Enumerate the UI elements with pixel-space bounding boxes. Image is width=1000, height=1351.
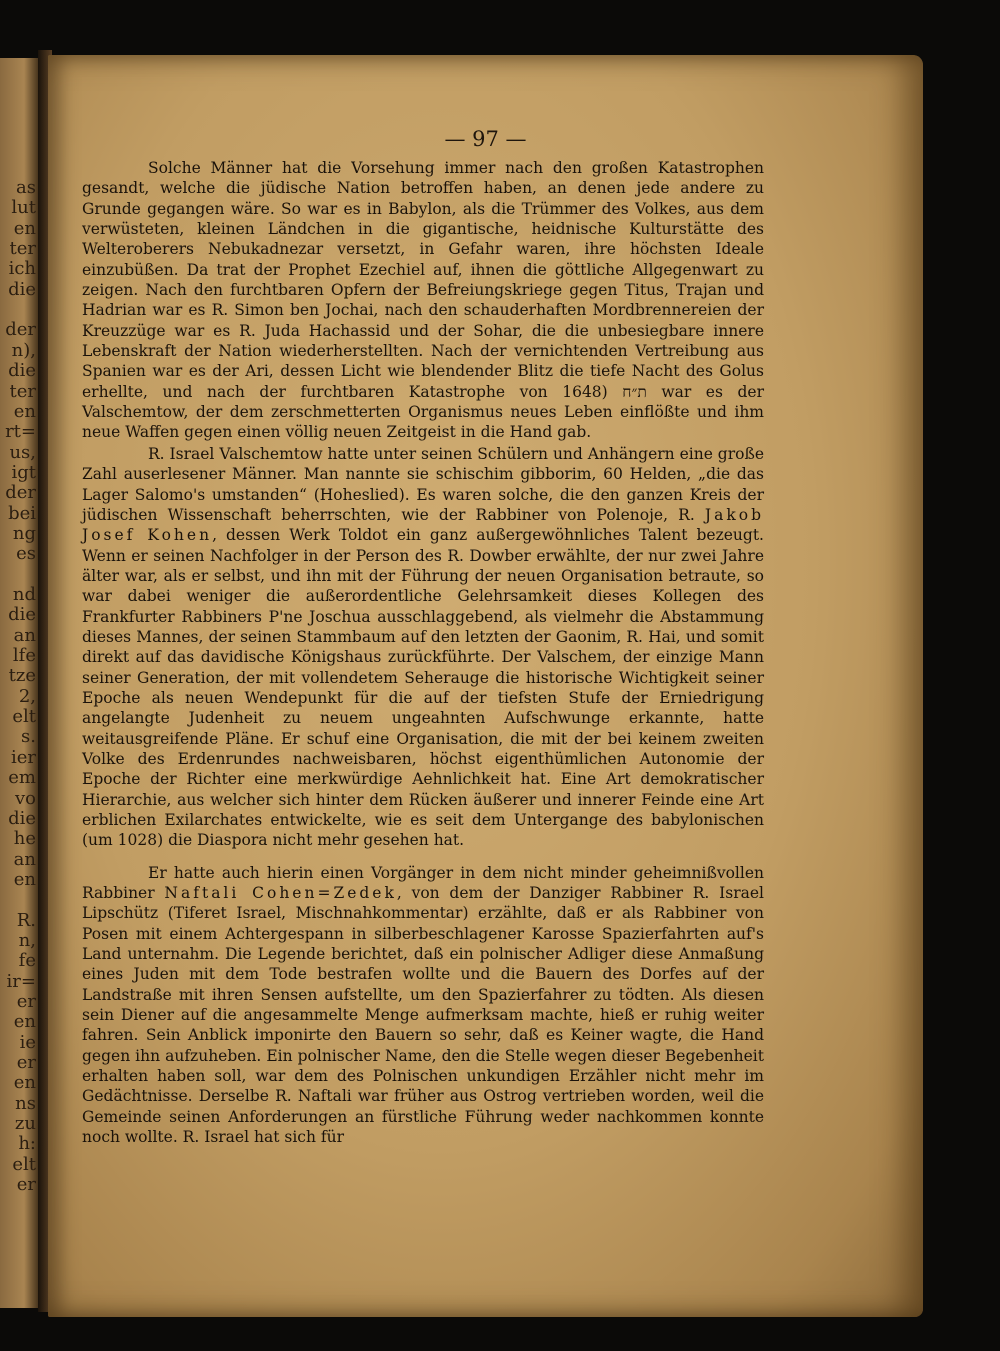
facing-page-fragment: der (5, 482, 36, 504)
facing-page-fragment: rt= (5, 421, 36, 443)
paragraph-2 (82, 444, 764, 851)
facing-page-fragment: as (16, 177, 36, 198)
facing-page-fragment: nd (12, 584, 36, 605)
facing-page-fragment: der (5, 319, 36, 341)
facing-page-fragment: s. (21, 726, 36, 748)
facing-page-fragment: tze (8, 665, 36, 687)
facing-page-fragment: ns (15, 1092, 36, 1114)
facing-page-fragment: die (8, 278, 36, 300)
paragraph-2-text-a: R. Israel Valschemtow hatte unter seinen Schülern und Anhängern eine große Zahl auserlesener Männer. Man nannte sie schischim gibborim, 60 Helden, „die das Lager Salomo's umstanden“ (Hoheslied). Es waren solche, die den ganzen Kreis der jüdischen Wissenschaft beherrschten, wie der Rabbiner von Polenoje, R. (82, 444, 764, 524)
spaced-name-naftali-cohen-zedek: Naftali Cohen=Zedek (164, 884, 397, 903)
facing-page-fragment: h: (18, 1133, 36, 1155)
page-number: — 97 — (444, 127, 527, 151)
facing-page-fragment: en (13, 217, 36, 239)
facing-page-fragment: bei (8, 502, 36, 524)
facing-page-fragment: 2, (18, 685, 36, 707)
facing-page-fragment: n, (18, 929, 36, 951)
facing-page-fragment: elt (12, 1153, 36, 1175)
facing-page-fragment: elt (12, 706, 36, 728)
facing-page-fragment: vo (14, 787, 36, 809)
facing-page-fragment: lut (11, 197, 36, 219)
facing-page-fragment: ier (10, 746, 36, 768)
facing-page-fragment: n), (11, 339, 36, 361)
facing-page-fragment: ich (8, 258, 36, 280)
facing-page-fragment: ng (12, 522, 36, 544)
facing-page-fragment: R. (16, 909, 36, 931)
facing-page-fragment: er (16, 1174, 36, 1196)
facing-page-fragment: em (8, 767, 36, 789)
facing-page-fragment: die (8, 604, 36, 626)
facing-page-fragment: er (16, 1052, 36, 1074)
facing-page-fragment: en (13, 868, 36, 890)
facing-page-fragment: he (13, 828, 36, 850)
spaced-name-jakob-josef-kohen: Jakob Josef Kohen (82, 505, 764, 545)
paragraph-1-text: Solche Männer hat die Vorsehung immer nach den großen Katastrophen gesandt, welche die jüdische Nation betroffen haben, an denen jede andere zu Grunde gegangen wäre. So war es in Babylon, als die Trümmer des Volkes, aus dem verwüsteten, kleinen Ländchen in die gigantische, heidnische Kulturstätte des Welteroberers Nebukadnezar versetzt, in Gefahr waren, ihre höchsten Ideale einzubüßen. Da trat der Prophet Ezechiel auf, ihnen die göttliche Allgegenwart zu zeigen. Nach den furchtbaren Opfern der Befreiungskriege gegen Titus, Trajan und Hadrian war es R. Simon ben Jochai, nach den schauderhaften Mordbrennereien der Kreuzzüge war es R. Juda Hachassid und der Sohar, die die unbesiegbare innere Lebenskraft der Nation wiederherstellten. Nach der vernichtenden Vertreibung aus Spanien war es der Ari, dessen Licht wie blendender Blitz die tiefe Nacht des Golus erhellte, und nach der furchtbaren Katastrophe von ת״ח (1648 war es der Valschemtow, der dem zerschmetterten Organismus neues Leben einflößte und ihm neue Waffen gegen einen völlig neuen Zeitgeist in die Hand gab. (82, 159, 764, 442)
facing-page-fragment: fe (18, 950, 36, 972)
facing-page-fragment: en (13, 1072, 36, 1094)
facing-page-fragment: ir= (6, 970, 36, 992)
facing-page-fragment: die (8, 807, 36, 829)
facing-page-fragment: ie (19, 1031, 36, 1053)
paragraph-3-text-a: Er hatte auch hierin einen Vorgänger in dem nicht minder geheimnißvollen Rabbiner (82, 863, 764, 903)
paragraph-1 (82, 158, 764, 443)
facing-page-edge (0, 58, 40, 1308)
paragraph-2-text-b: , dessen Werk Toldot ein ganz außergewöhnliches Talent bezeugt. Wenn er seinen Nachfolger in der Person des R. Dowber erwählte, der nur zwei Jahre älter war, als er selbst, und ihn mit der Führung der neuen Organisation betraute, so war dabei weniger die außerordentliche Gelehrsamkeit dieses Kollegen des Frankfurter Rabbiners P'ne Joschua ausschlaggebend, als vielmehr die Abstammung dieses Mannes, der seinen Stammbaum auf den letzten der Gaonim, R. Hai, und somit direkt auf das davidische Königshaus zurückführte. Der Valschem, der einzige Mann seiner Generation, der mit vollendetem Seherauge die historische Wichtigkeit seiner Epoche als neuen Wendepunkt für die auf der tiefsten Stufe der Erniedrigung angelangte Judenheit zu neuem ungeahnten Aufschwunge erkannte, hatte weitausgreifende Pläne. Er schuf eine Organisation, die mit der bei keinem zweiten Volke des Erdenrundes nachweisbaren, höchst eigenthümlichen Autonomie der Epoche der Richter eine merkwürdige Aehnlichkeit hat. Eine Art demokratischer Hierarchie, aus welcher sich hinter dem Rücken äußerer und innerer Feinde eine Art erblichen Exilarchates entwickelte, wie es seit dem Untergange des babylonischen (um 1028) die Diaspora nicht mehr gesehen hat. (82, 526, 764, 850)
facing-page-fragment: er (16, 991, 36, 1012)
paragraph-3 (82, 863, 764, 1148)
facing-page-fragment: an (13, 848, 36, 870)
facing-page-fragment: es (16, 543, 36, 565)
facing-page-fragment: lfe (12, 645, 36, 667)
facing-page-fragment: die (8, 360, 36, 382)
facing-page-fragment: zu (14, 1113, 36, 1135)
facing-page-fragment: ter (9, 238, 36, 260)
body-text (82, 158, 764, 1148)
paragraph-3-text-b: , von dem der Danziger Rabbiner R. Israel Lipschütz (Tiferet Israel, Mischnahkommentar) erzählte, daß er als Rabbiner von Posen mit einem Achtergespann in silberbeschlagener Karosse Spazierfahrten auf's Land unternahm. Die Legende berichtet, daß ein polnischer Adliger diese Anmaßung eines Juden mit dem Tode bestrafen wollte und die Bauern des Dorfes auf der Landstraße mit ihren Sensen aufstellte, um den Spazierfahrer zu tödten. Als diesen sein Diener auf die angesammelte Menge aufmerksam machte, hieß er ruhig weiter fahren. Sein Anblick imponirte den Bauern so sehr, daß es Keiner wagte, die Hand gegen ihn aufzuheben. Ein polnischer Name, den die Stelle wegen dieser Begebenheit erhalten haben soll, war dem des Polnischen unkundigen Erzähler nicht mehr im Gedächtnisse. Derselbe R. Naftali war früher aus Ostrog vertrieben worden, weil die Gemeinde seinen Anforderungen an fürstliche Führung weder nachkommen konnte noch wollte. R. Israel hat sich für (82, 884, 764, 1147)
facing-page-fragment: us, (9, 441, 36, 463)
facing-page-fragment: ter (9, 380, 36, 402)
facing-page-fragment: an (13, 624, 36, 646)
facing-page-fragment: en (13, 1011, 36, 1033)
facing-page-fragment: igt (11, 461, 36, 483)
facing-page-fragment: en (13, 400, 36, 422)
